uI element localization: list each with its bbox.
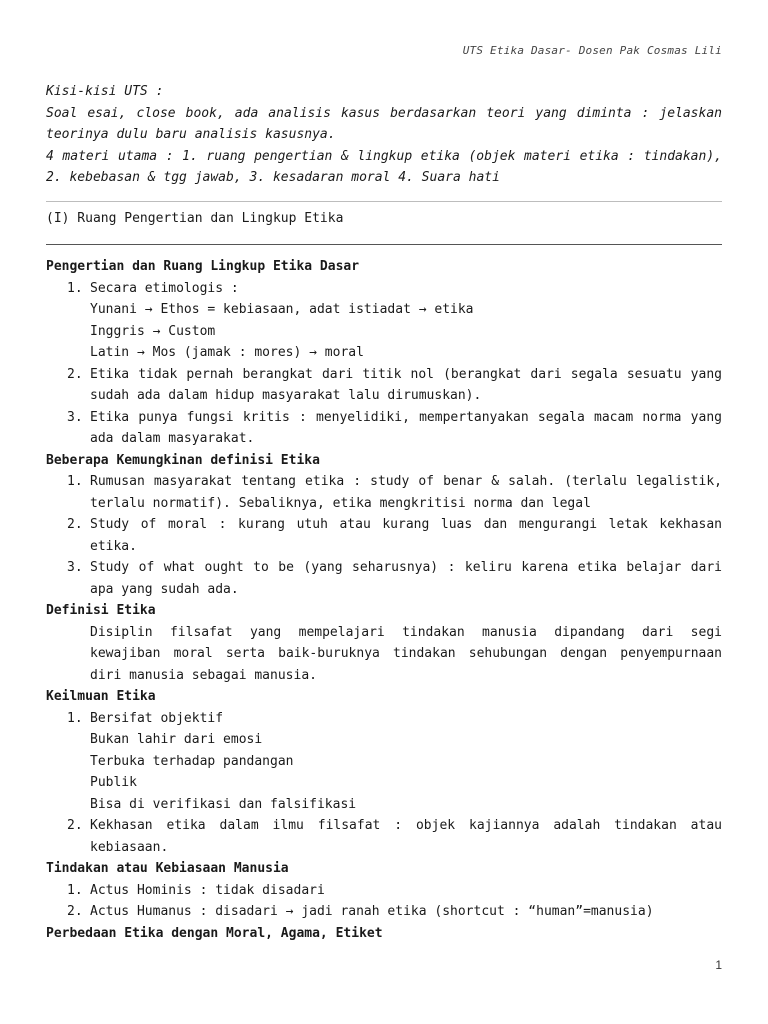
list-item-text: Etika punya fungsi kritis : menyelidiki, mempertanyakan segala macam norma yang ada dalam masyarakat. xyxy=(90,409,722,446)
intro-kisi-kisi: Kisi-kisi UTS : xyxy=(46,84,164,99)
list-item-text: Actus Humanus : disadari → jadi ranah etika (shortcut : “human”=manusia) xyxy=(90,904,654,919)
list-number: 2. xyxy=(67,366,83,382)
divider-thin xyxy=(46,201,722,202)
list-pengertian xyxy=(46,278,722,450)
list-item-text: Secara etimologis : xyxy=(90,280,239,296)
list-item-text: Bersifat objektif xyxy=(90,710,224,726)
list-item xyxy=(46,901,722,923)
section-title: (I) Ruang Pengertian dan Lingkup Etika xyxy=(46,211,344,226)
list-item xyxy=(46,514,722,557)
sub-item: Bisa di verifikasi dan falsifikasi xyxy=(90,796,357,812)
list-item xyxy=(46,557,722,600)
list-number: 2. xyxy=(67,818,83,833)
intro-materi-utama: 4 materi utama : 1. ruang pengertian & lingkup etika (objek materi etika : tindakan), 2. kebebasan & tgg jawab, 3. kesadaran moral 4. Suara hati xyxy=(46,148,722,186)
running-header: UTS Etika Dasar- Dosen Pak Cosmas Lili xyxy=(462,44,722,57)
list-item-text: Study of what ought to be (yang seharusnya) : keliru karena etika belajar dari apa yang sudah ada. xyxy=(90,560,722,597)
sub-item-inggris: Inggris → Custom xyxy=(90,323,216,339)
list-number: 2. xyxy=(67,517,83,532)
list-item-text: Etika tidak pernah berangkat dari titik nol (berangkat dari segala sesuatu yang sudah ada dalam hidup masyarakat lalu dirumuskan). xyxy=(90,366,722,403)
divider-thick xyxy=(46,244,722,245)
list-number: 1. xyxy=(67,474,83,489)
list-number: 3. xyxy=(67,560,83,575)
list-number: 1. xyxy=(67,882,83,898)
intro-soal-esai: Soal esai, close book, ada analisis kasus berdasarkan teori yang diminta : jelaskan teorinya dulu baru analisis kasusnya. xyxy=(46,105,722,143)
heading-kemungkinan-definisi: Beberapa Kemungkinan definisi Etika xyxy=(46,452,320,468)
list-item-text: Rumusan masyarakat tentang etika : study of benar & salah. (terlalu legalistik, terlalu normatif). Sebaliknya, etika mengkritisi norma dan legal xyxy=(90,474,722,511)
page-number: 1 xyxy=(715,958,722,972)
list-kemungkinan-definisi xyxy=(46,471,722,600)
list-tindakan-kebiasaan xyxy=(46,880,722,923)
list-item-text: Kekhasan etika dalam ilmu filsafat : objek kajiannya adalah tindakan atau kebiasaan. xyxy=(90,818,722,855)
list-number: 1. xyxy=(67,710,83,726)
sub-item: Bukan lahir dari emosi xyxy=(90,732,263,747)
sub-item-latin: Latin → Mos (jamak : mores) → moral xyxy=(90,345,364,360)
list-item xyxy=(46,407,722,450)
main-content xyxy=(46,256,722,944)
list-number: 2. xyxy=(67,904,83,919)
list-item xyxy=(46,471,722,514)
list-number: 3. xyxy=(67,409,83,425)
heading-definisi-etika: Definisi Etika xyxy=(46,603,156,618)
list-item-text: Study of moral : kurang utuh atau kurang luas dan mengurangi letak kekhasan etika. xyxy=(90,517,722,554)
intro-block xyxy=(46,81,722,189)
list-number: 1. xyxy=(67,280,83,296)
heading-perbedaan-etika: Perbedaan Etika dengan Moral, Agama, Etiket xyxy=(46,925,383,941)
list-item xyxy=(46,278,722,364)
list-item xyxy=(46,815,722,858)
sub-item: Terbuka terhadap pandangan xyxy=(90,753,294,769)
list-item xyxy=(46,364,722,407)
list-item xyxy=(46,708,722,816)
list-item-text: Actus Hominis : tidak disadari xyxy=(90,882,325,898)
sub-item-yunani: Yunani → Ethos = kebiasaan, adat istiadat → etika xyxy=(90,302,474,317)
list-item xyxy=(46,880,722,902)
sub-item: Publik xyxy=(90,775,137,790)
definisi-etika-text: Disiplin filsafat yang mempelajari tindakan manusia dipandang dari segi kewajiban moral serta baik-buruknya tindakan sehubungan dengan penyempurnaan diri manusia sebagai manusia. xyxy=(90,624,722,683)
heading-tindakan-kebiasaan: Tindakan atau Kebiasaan Manusia xyxy=(46,861,289,876)
heading-pengertian: Pengertian dan Ruang Lingkup Etika Dasar xyxy=(46,259,360,274)
list-keilmuan-etika xyxy=(46,708,722,859)
heading-keilmuan-etika: Keilmuan Etika xyxy=(46,689,156,704)
